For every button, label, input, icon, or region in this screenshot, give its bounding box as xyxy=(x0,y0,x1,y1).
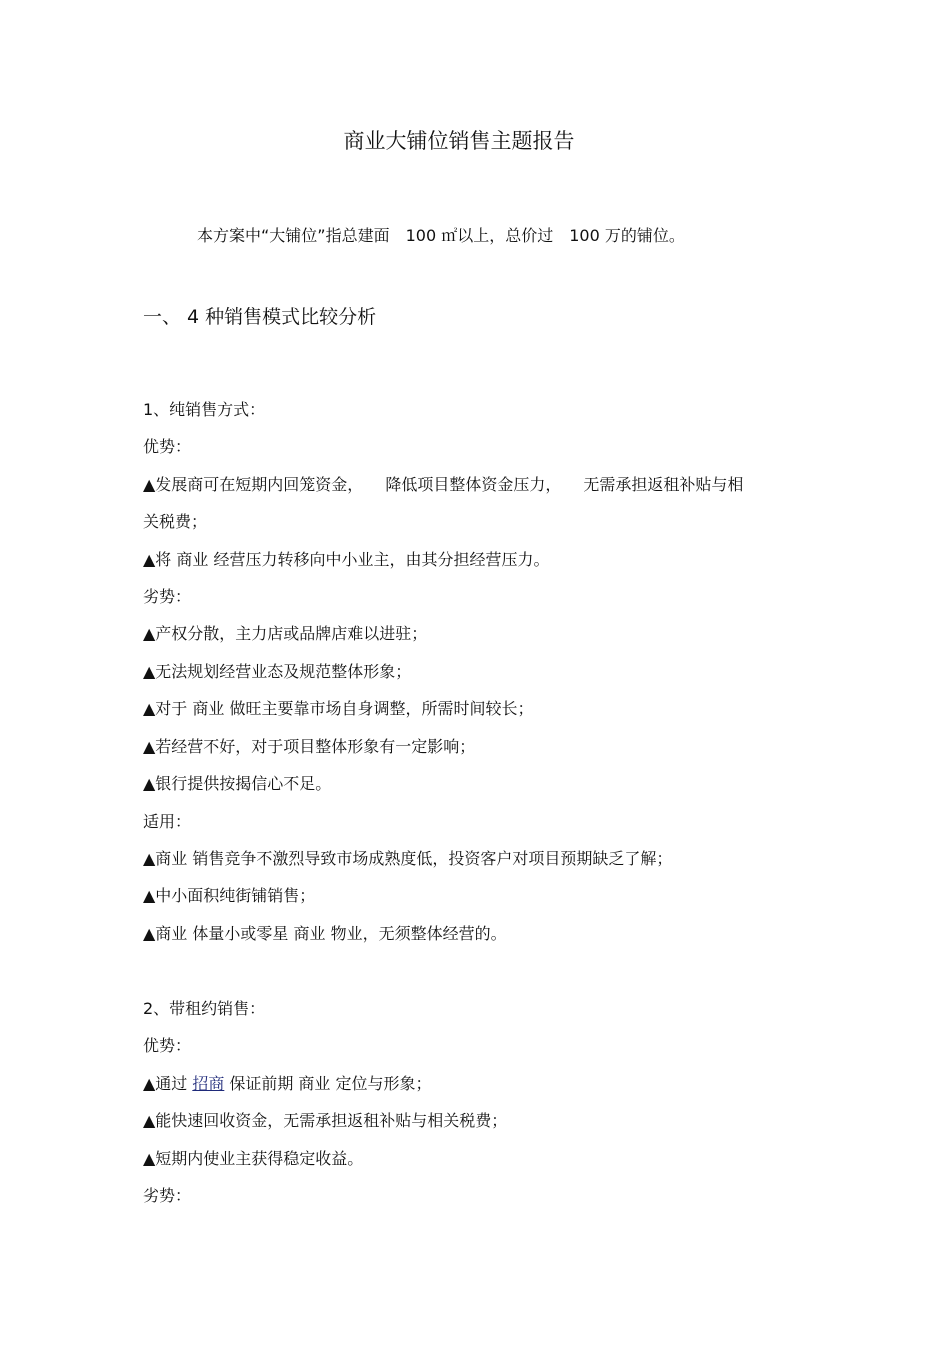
mode1-fit-3: ▲商业 体量小或零星 商业 物业，无须整体经营的。 xyxy=(143,924,507,943)
mode2-advantage-label: 优势： xyxy=(143,1036,192,1055)
mode1-disadvantage-2: ▲无法规划经营业态及规范整体形象； xyxy=(143,662,412,681)
mode1-fit-label: 适用： xyxy=(143,812,192,831)
mode1-fit-1: ▲商业 销售竞争不激烈导致市场成熟度低，投资客户对项目预期缺乏了解； xyxy=(143,849,673,868)
mode1-disadvantage-1: ▲产权分散，主力店或品牌店难以进驻； xyxy=(143,624,428,643)
mode1-advantage-1 xyxy=(143,473,743,497)
mode1-heading: 1、纯销售方式： xyxy=(143,400,266,419)
mode1-disadvantage-5: ▲银行提供按揭信心不足。 xyxy=(143,774,332,793)
mode1-disadvantage-label: 劣势： xyxy=(143,587,192,606)
mode1-advantage-2: ▲将 商业 经营压力转移向中小业主，由其分担经营压力。 xyxy=(143,550,550,569)
zhaoshang-link[interactable]: 招商 xyxy=(192,1074,225,1093)
mode1-fit-2: ▲中小面积纯街铺销售； xyxy=(143,886,316,905)
intro-part-3: 100 万的铺位。 xyxy=(569,226,685,245)
intro-paragraph xyxy=(197,224,685,248)
mode2-disadvantage-label: 劣势： xyxy=(143,1186,192,1205)
mode1-advantage-1-cont: 关税费； xyxy=(143,512,208,531)
mode1-advantage-label: 优势： xyxy=(143,437,192,456)
mode2-advantage-2: ▲能快速回收资金，无需承担返租补贴与相关税费； xyxy=(143,1111,508,1130)
document-title: 商业大铺位销售主题报告 xyxy=(343,129,575,153)
mode2-advantage-1 xyxy=(143,1072,432,1096)
mode1-disadvantage-4: ▲若经营不好，对于项目整体形象有一定影响； xyxy=(143,737,476,756)
section-heading: 一、 4 种销售模式比较分析 xyxy=(143,306,377,328)
intro-part-2: 100 ㎡以上，总价过 xyxy=(405,226,554,245)
mode2-advantage-1-prefix: ▲通过 xyxy=(143,1074,188,1093)
mode1-advantage-1b: 降低项目整体资金压力， xyxy=(385,475,562,494)
mode1-advantage-1c: 无需承担返租补贴与相 xyxy=(583,475,744,494)
mode2-advantage-1-suffix: 保证前期 商业 定位与形象； xyxy=(229,1074,432,1093)
mode2-advantage-3: ▲短期内使业主获得稳定收益。 xyxy=(143,1149,364,1168)
mode2-heading: 2、带租约销售： xyxy=(143,999,266,1018)
mode1-disadvantage-3: ▲对于 商业 做旺主要靠市场自身调整，所需时间较长； xyxy=(143,699,534,718)
mode1-advantage-1a: ▲发展商可在短期内回笼资金， xyxy=(143,475,364,494)
intro-part-1: 本方案中“大铺位”指总建面 xyxy=(197,226,390,245)
